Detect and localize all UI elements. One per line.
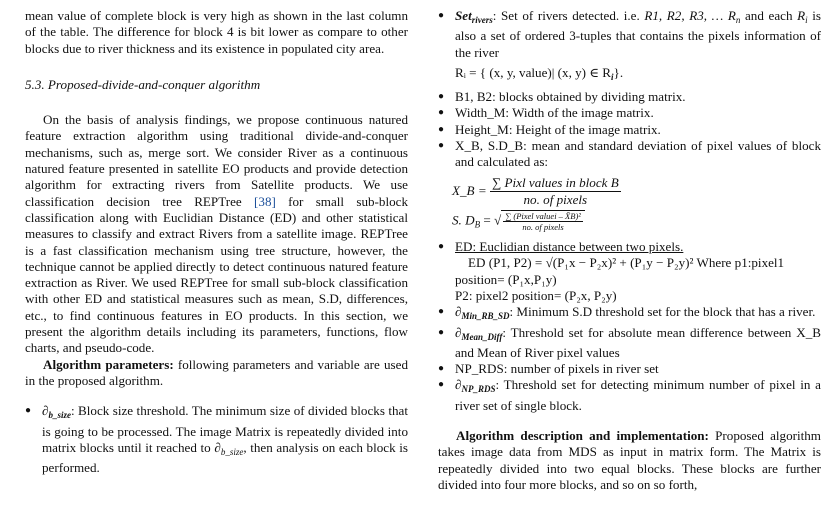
ed-position1: position= (P₁x,P₁y) xyxy=(455,271,557,287)
bullet-height: ● Height_M: Height of the image matrix. xyxy=(438,122,821,138)
ed-position2: P2: pixel2 position= (P₂x, P₂y) xyxy=(455,287,617,303)
bullet-min-rb-sd: ● $\partial_{Min\_RB\_SD}$: Minimum S.D threshold set for the block that has a river. xyxy=(438,304,821,324)
mean-formula: X_B = $\frac{\text{∑ Pixl values in block B}}{\text{no. of pixels}}$ xyxy=(452,174,619,207)
bullet-np-rds: ● NP_RDS: number of pixels in river set xyxy=(438,361,821,377)
paragraph-approach: On the basis of analysis findings, we propose continuous natured feature extraction algorithm using traditional divide-and-conquer mechanisms, such as, merge sort. We consider River as a continuous natured feature presented in satellite EO products and provide detection algorithm for extracting rivers from Satellite products. We use classification decision tree REPTree [38] for small sub-block classification along with Euclidian Distance (ED) and other statistical measures to classify and extract Rivers from a satellite image. REPTree is a fast classification mechanism using tree structure, however, the technique cannot be applied directly to detect continuous natured feature extraction as River. We used REPTree for small sub-block classification with other ED and statistical measures such as mean, S.D, differences, etc., to find continuous features in EO products. In this section, we present the algorithm details including its parameters, functions, flow charts, and pseudo-code. xyxy=(25,112,408,356)
ri-equation: Rᵢ = { (x, y, value)| (x, y) ∈ $R_i$}. xyxy=(455,64,624,82)
paragraph-intro: mean value of complete block is very high as shown in the last column of the table. The difference for block 4 is bit lower as compare to other blocks due to river thickness and its existence in populated city area. xyxy=(25,8,408,56)
bullet-width: ● Width_M: Width of the image matrix. xyxy=(438,105,821,121)
ed-equation: ED (P1, P2) = √(P₁x − P₂x)² + (P₁y − P₂y)² Where p1:pixel1 xyxy=(468,255,785,271)
left-column xyxy=(25,8,408,476)
citation-link[interactable]: [38] xyxy=(254,193,276,209)
bullet-set-rivers: ● Set$_{rivers}$: Set of rivers detected. i.e. R1, R2, R3, … $R_n$ and each $R_i$ is also a set of ordered 3-tuples that contains the pixels information of the river xyxy=(438,8,821,61)
section-heading: 5.3. Proposed-divide-and-conquer algorithm xyxy=(25,76,261,92)
bullet-b1-b2: ● B1, B2: blocks obtained by dividing matrix. xyxy=(438,89,821,105)
bullet-mean-diff: ● $\partial_{Mean\_Diff}$: Threshold set for absolute mean difference between X_B and Mean of River pixel values xyxy=(438,325,821,362)
bullet-ed: ● ED: Euclidian distance between two pixels. xyxy=(438,239,821,255)
right-column xyxy=(438,8,821,493)
paragraph-description: Algorithm description and implementation: Proposed algorithm takes image data from MDS as input in matrix form. The Matrix is repeatedly divided into two equal blocks. These blocks are further divided into four more blocks, and so on so forth, xyxy=(438,428,821,492)
bullet-mean-sd: ● X_B, S.D_B: mean and standard deviation of pixel values of block and calculated as: xyxy=(438,138,821,171)
sd-formula: S. $D_B$ = √ $\frac{\text{∑ (Pixel valuei – X̄B)²}}{\text{no. of pixels}}$ xyxy=(452,210,821,233)
parameters-heading: Algorithm parameters: xyxy=(43,356,174,372)
description-heading: Algorithm description and implementation: xyxy=(456,428,709,444)
bullet-b-size: ● $\partial_{b\_size}$: Block size threshold. The minimum size of divided blocks that is going to be processed. The image Matrix is repeatedly divided into matrix blocks until it reached to $\partial_{b\_size}$, then analysis on each block is performed. xyxy=(25,403,408,476)
paragraph-parameters: Algorithm parameters: following parameters and variable are used in the proposed algorithm. xyxy=(25,356,408,388)
bullet-np-rds-threshold: ● $\partial_{NP\_RDS}$: Threshold set for detecting minimum number of pixel in a river set of single block. xyxy=(438,377,821,414)
